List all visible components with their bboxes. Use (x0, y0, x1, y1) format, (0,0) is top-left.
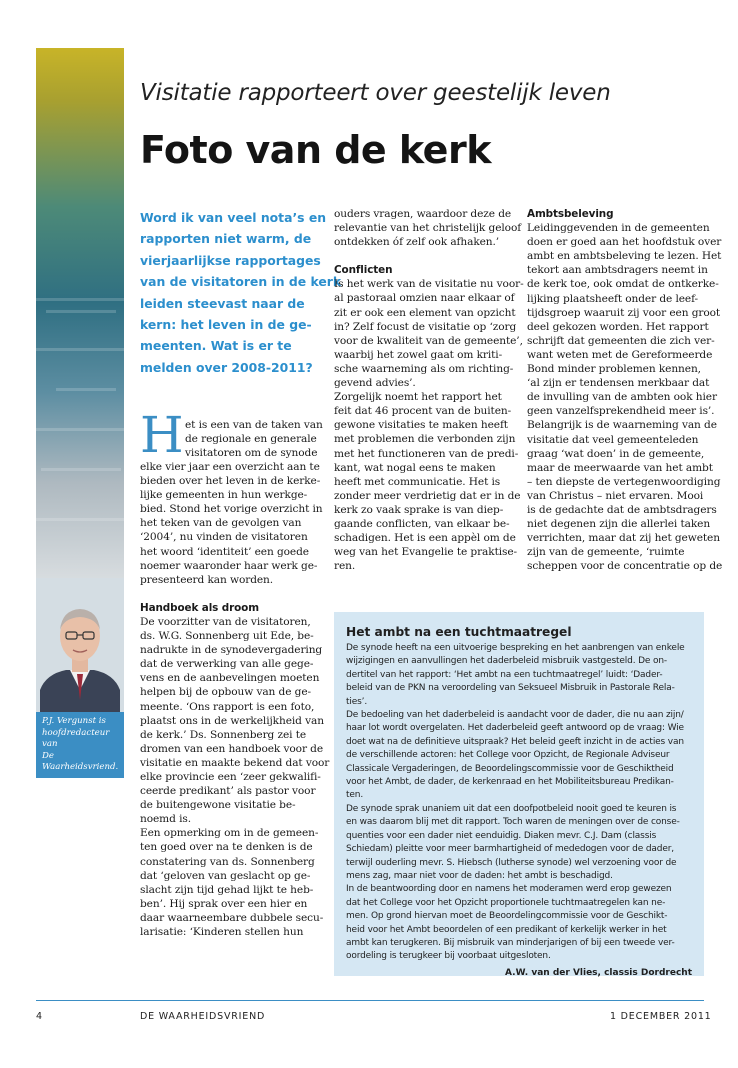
text-line: et is een van de taken van (185, 419, 323, 431)
box-line: Classicale Vergaderingen, de Beoordelingscommissie voor de Geschiktheid (346, 763, 674, 774)
box-line: De synode sprak unaniem uit dat een doofpotbeleid nooit goed te keuren is (346, 803, 677, 814)
text-line: helpen bij de opbouw van de ge- (140, 686, 311, 699)
text-line: – ten diepste de vertegenwoordiging (527, 475, 721, 488)
text-line: dat de verwerking van alle gege- (140, 658, 314, 671)
text-line: deel gekozen worden. Het rapport (527, 320, 709, 333)
sidebar-box-signature: A.W. van der Vlies, classis Dordrecht (505, 967, 692, 978)
text-line: scheppen voor de concentratie op de (527, 560, 723, 573)
text-line: de regionale en generale (185, 433, 317, 446)
text-line: maar de meerwaarde van het ambt (527, 461, 713, 474)
box-line: beleid van de PKN na veroordeling van Seksueel Misbruik in Pastorale Rela- (346, 683, 675, 694)
text-line: kerk zo vaak sprake is van diep- (334, 503, 504, 516)
text-line: waarbij het zowel gaat om kriti- (334, 348, 503, 361)
box-line: dat het College voor het Opzicht proportionele tuchtmaatregelen kan ne- (346, 897, 666, 908)
text-line: want weten met de Gereformeerde (527, 348, 713, 361)
section-heading-ambtsbeleving: Ambtsbeleving (527, 208, 614, 220)
section-heading-handboek: Handboek als droom (140, 601, 259, 614)
text-line: tijdsgroep waaruit zij voor een groot (527, 306, 721, 319)
text-line: elke provincie een ‘zeer gekwalifi- (140, 770, 321, 783)
intro-line: meenten. Wat is er te (140, 338, 292, 354)
column-3 (527, 207, 723, 573)
text-line: de kerk toe, ook omdat de ontkerke- (527, 278, 719, 291)
text-line: niet degenen zijn die allerlei taken (527, 518, 711, 531)
author-caption (36, 712, 124, 778)
page-number: 4 (36, 1011, 43, 1022)
text-line: plaatst ons in de werkelijkheid van (140, 714, 324, 727)
text-line: geen vanzelfsprekendheid meer is’. (527, 405, 715, 418)
box-line: terwijl ouderling mevr. S. Hiebsch (lutherse synode) wel verzoening voor de (346, 857, 677, 868)
text-line: noemd is. (140, 813, 191, 826)
box-line: voor het Ambt, de dader, de kerkenraad en het Mobiliteitsbureau Predikan- (346, 777, 674, 788)
text-line: Leidinggevenden in de gemeenten (527, 222, 710, 235)
box-line: Schiedam) pleitte voor meer barmhartigheid of mededogen voor de dader, (346, 844, 674, 855)
intro-line: kern: het leven in de ge- (140, 317, 312, 333)
box-line: en was daarom blij met dit rapport. Toch waren de meningen over de conse- (346, 817, 680, 828)
text-line: ambt en ambtsbeleving te lezen. Het (527, 250, 722, 263)
text-line: voor de kwaliteit van de gemeente’, (334, 334, 523, 347)
text-line: de invulling van de ambten ook hier (527, 391, 717, 404)
text-line: visitatoren om de synode (185, 447, 318, 460)
box-line: In de beantwoording door en namens het moderamen werd erop gewezen (346, 884, 672, 895)
caption-line: hoofdredacteur van (42, 727, 110, 749)
box-line: dertitel van het rapport: ‘Het ambt na een tuchtmaatregel’ luidt: ‘Dader- (346, 669, 663, 680)
text-line: elke vier jaar een overzicht aan te (140, 461, 320, 473)
box-line: men. Op grond hiervan moet de Beoordelingcommissie voor de Geschikt- (346, 911, 668, 922)
text-line: Een opmerking om in de gemeen- (140, 827, 319, 840)
text-line: bieden over het leven in de kerke- (140, 475, 321, 488)
text-line: ontdekken óf zelf ook afhaken.’ (334, 236, 500, 249)
column-1-lead (185, 418, 325, 460)
box-line: ties’. (346, 696, 368, 707)
text-line: heeft met communicatie. Het is (334, 475, 501, 488)
text-line: visitatie dat veel gemeenteleden (527, 433, 699, 446)
box-line: mens zag, maar niet voor de daden: het ambt is beschadigd. (346, 870, 613, 881)
text-line: visitatie en maakte bekend dat voor (140, 756, 330, 769)
sidebar-box (334, 612, 704, 976)
footer-divider (36, 1000, 704, 1001)
caption-line: De Waarheidsvriend. (42, 750, 119, 772)
column-2 (334, 207, 524, 573)
text-line: relevantie van het christelijk geloof (334, 222, 522, 235)
text-line: van Christus – niet ervaren. Mooi (527, 489, 704, 502)
box-line: quenties voor een dader niet eenduidig. Diaken mevr. C.J. Dam (classis (346, 830, 657, 841)
text-line: de buitengewone visitatie be- (140, 799, 296, 812)
issue-date: 1 DECEMBER 2011 (610, 1011, 712, 1022)
box-line: heid voor het Ambt beoordelen of een predikant of kerkelijk werker in het (346, 924, 667, 935)
sidebar-box-title: Het ambt na een tuchtmaatregel (346, 625, 572, 639)
text-line: ‘al zijn er tendensen merkbaar dat (527, 377, 710, 390)
text-line: dromen van een handboek voor de (140, 742, 324, 755)
text-line: De voorzitter van de visitatoren, (140, 615, 311, 628)
text-line: is de gedachte dat de ambtsdragers (527, 503, 717, 516)
text-line: daar waarneembare dubbele secu- (140, 911, 324, 924)
text-line: larisatie: ‘Kinderen stellen hun (140, 926, 304, 938)
text-line: verrichten, maar dat zij het geweten (527, 532, 720, 545)
text-line: tekort aan ambtsdragers neemt in (527, 264, 708, 277)
box-line: oordeling is terugkeer bij voorbaat uitgesloten. (346, 951, 551, 962)
intro-line: van de visitatoren in de kerk (140, 274, 342, 290)
text-line: ben’. Hij sprak over een hier en (140, 897, 308, 910)
text-line: doen er goed aan het hoofdstuk over (527, 236, 722, 249)
text-line: slacht zijn tijd gehad lijkt te heb- (140, 883, 314, 896)
text-line: gewone visitaties te maken heeft (334, 419, 508, 432)
text-line: met het functioneren van de predi- (334, 447, 519, 460)
intro-line: rapporten niet warm, de (140, 231, 312, 247)
text-line: kant, wat nogal eens te maken (334, 461, 496, 474)
text-line: bied. Stond het vorige overzicht in (140, 503, 323, 516)
article-title: Foto van de kerk (140, 128, 491, 172)
text-line: graag ‘wat doen’ in de gemeente, (527, 447, 705, 460)
section-heading-conflicten: Conflicten (334, 264, 393, 277)
decorative-color-strip (36, 48, 124, 578)
text-line: Belangrijk is de waarneming van de (527, 419, 717, 432)
text-line: gevend advies’. (334, 377, 416, 390)
text-line: lijke gemeenten in hun werkge- (140, 489, 308, 502)
text-line: vens en de aanbevelingen moeten (140, 672, 320, 685)
text-line: lijking plaatsheeft onder de leef- (527, 292, 698, 305)
text-line: meente. ‘Ons rapport is een foto, (140, 700, 315, 713)
text-line: al pastoraal omzien naar elkaar of (334, 292, 515, 305)
text-line: dat ‘geloven van geslacht op ge- (140, 869, 311, 882)
text-line: schrijft dat gemeenten die zich ver- (527, 334, 715, 347)
text-line: in? Zelf focust de visitatie op ‘zorg (334, 320, 517, 333)
text-line: sche waarneming als om richting- (334, 362, 514, 375)
caption-line: P.J. Vergunst is (42, 716, 106, 726)
box-line: De synode heeft na een uitvoerige bespreking en het aanbrengen van enkele (346, 643, 685, 653)
author-photo-illustration (36, 578, 124, 712)
intro-line: vierjaarlijkse rapportages (140, 252, 321, 268)
box-line: haar lot wordt overgelaten. Het daderbeleid geeft antwoord op de vraag: Wie (346, 723, 684, 734)
text-line: de kerk.’ Ds. Sonnenberg zei te (140, 728, 307, 741)
text-line: schadigen. Het is een appèl om de (334, 532, 516, 545)
text-line: constatering van ds. Sonnenberg (140, 855, 315, 868)
text-line: feit dat 46 procent van de buiten- (334, 405, 512, 418)
intro-line: Word ik van veel nota’s en (140, 210, 327, 225)
text-line: ouders vragen, waardoor deze de (334, 208, 512, 220)
text-line: Bond minder problemen kennen, (527, 363, 701, 376)
column-1-body (140, 460, 330, 939)
publication-name: DE WAARHEIDSVRIEND (140, 1011, 266, 1022)
box-line: doet wat na de definitieve uitspraak? Het beleid geeft inzicht in de acties van (346, 736, 684, 747)
text-line: ‘2004’, nu vinden de visitatoren (140, 531, 308, 544)
drop-cap: H (140, 406, 184, 464)
box-line: wijzigingen en aanvullingen het daderbeleid misbruik vastgesteld. De on- (346, 656, 668, 667)
text-line: presenteerd kan worden. (140, 573, 274, 586)
box-line: ten. (346, 790, 364, 801)
text-line: het woord ‘identiteit’ een goede (140, 545, 309, 558)
text-line: gaande conflicten, van elkaar be- (334, 517, 510, 530)
article-intro (140, 207, 342, 378)
text-line: Zorgelijk noemt het rapport het (334, 391, 502, 404)
text-line: weg van het Evangelie te praktise- (334, 546, 518, 559)
text-line: noemer waaronder haar werk ge- (140, 559, 318, 572)
box-line: ambt kan terugkeren. Bij misbruik van minderjarigen of bij een tweede ver- (346, 937, 675, 948)
box-line: De bedoeling van het daderbeleid is aandacht voor de dader, die nu aan zijn/ (346, 710, 684, 721)
text-line: nadrukte in de synodevergadering (140, 644, 323, 657)
text-line: zit er ook een element van opzicht (334, 306, 516, 319)
author-photo (36, 578, 124, 712)
text-line: Is het werk van de visitatie nu voor- (334, 278, 524, 291)
text-line: met problemen die verbonden zijn (334, 433, 516, 446)
text-line: ceerde predikant’ als pastor voor (140, 785, 316, 798)
intro-line: melden over 2008-2011? (140, 359, 313, 375)
text-line: ten goed over na te denken is de (140, 841, 313, 854)
article-subtitle: Visitatie rapporteert over geestelijk leven (140, 80, 611, 106)
text-line: het teken van de gevolgen van (140, 517, 302, 530)
text-line: zonder meer verdrietig dat er in de (334, 489, 521, 502)
text-line: zijn van de gemeente, ‘ruimte (527, 546, 685, 559)
text-line: ren. (334, 560, 356, 573)
intro-line: leiden steevast naar de (140, 295, 305, 311)
text-line: ds. W.G. Sonnenberg uit Ede, be- (140, 630, 314, 643)
box-line: de verschillende actoren: het College voor Opzicht, de Regionale Adviseur (346, 750, 670, 761)
